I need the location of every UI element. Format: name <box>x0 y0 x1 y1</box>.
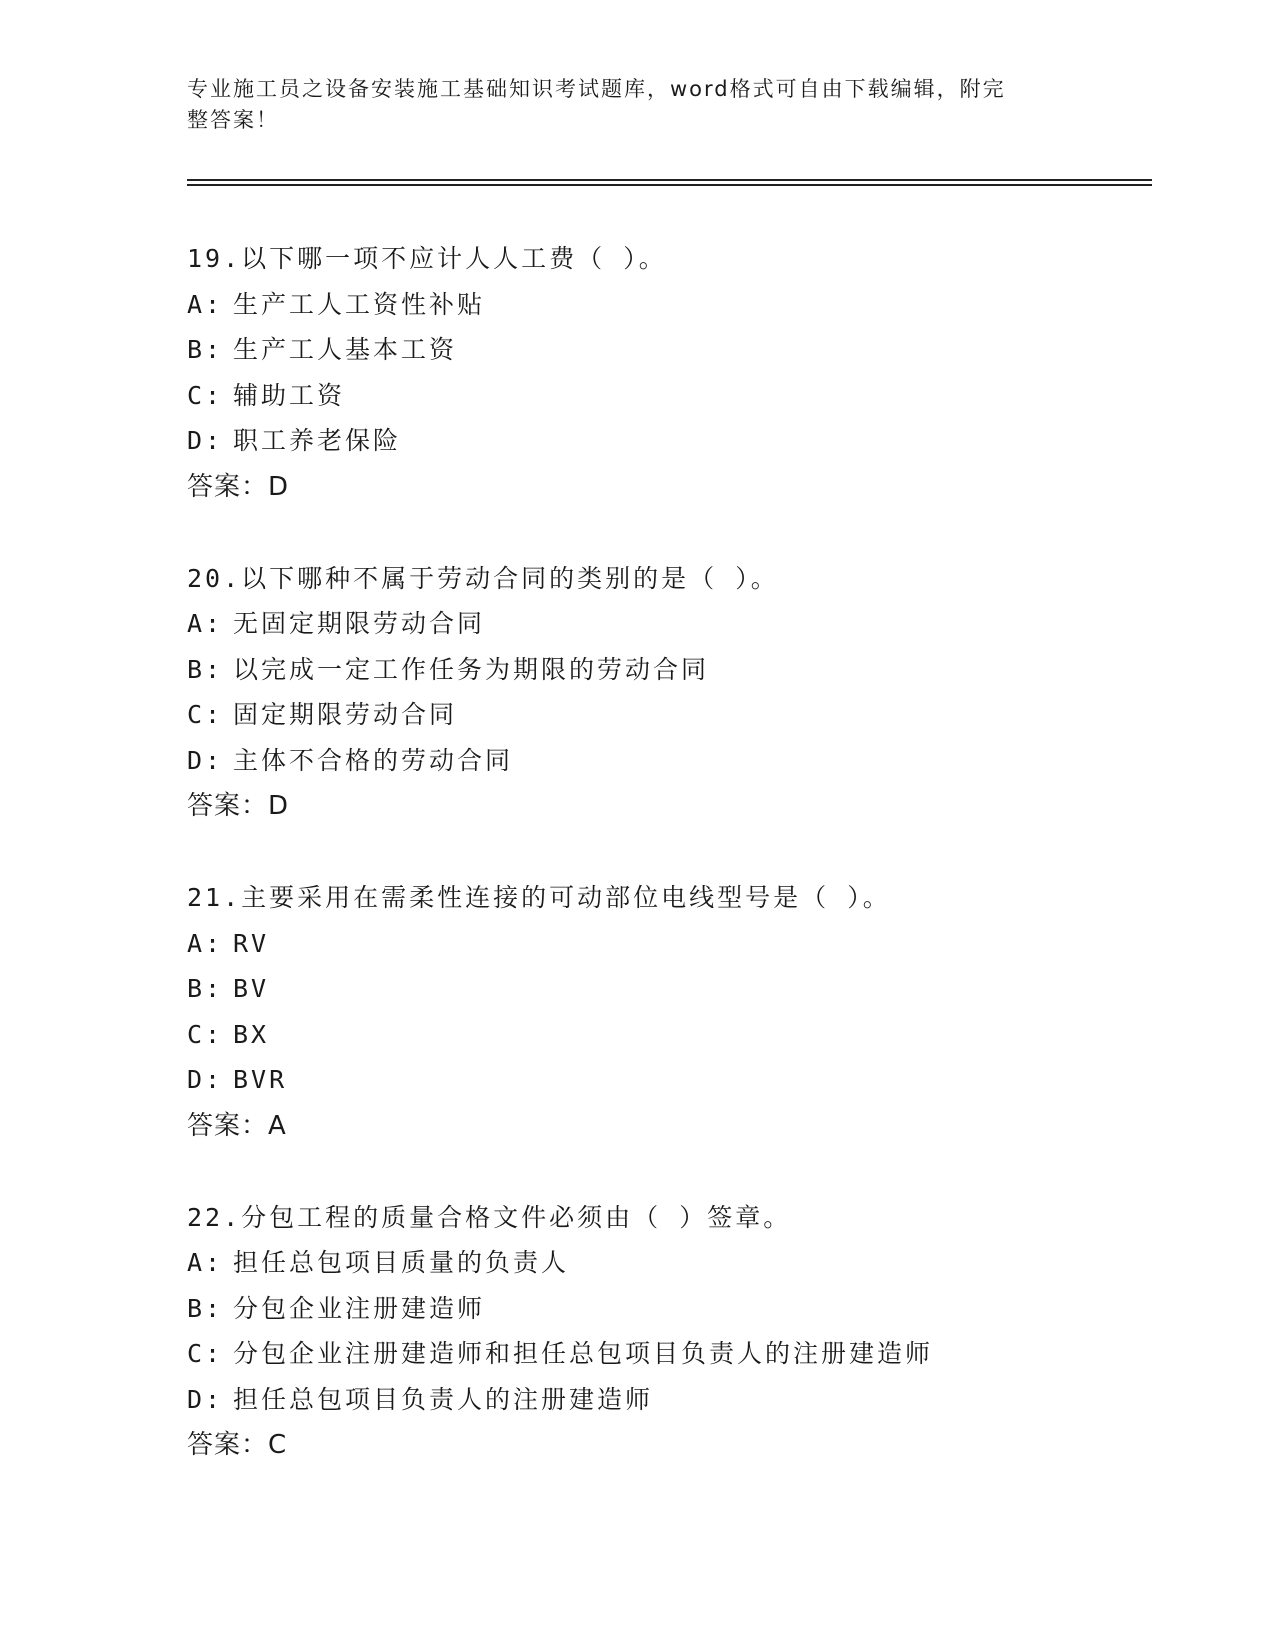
question-number: 21. <box>187 883 242 912</box>
option-d <box>187 738 1147 784</box>
option-letter: C: <box>187 380 224 410</box>
question-stem <box>187 875 1147 921</box>
option-text: BX <box>233 1019 270 1049</box>
option-c <box>187 1331 1147 1377</box>
option-letter: B: <box>187 654 224 684</box>
answer: 答案：D <box>187 791 290 821</box>
option-letter: C: <box>187 1339 224 1368</box>
option-text: RV <box>233 928 270 958</box>
option-text: 以完成一定工作任务为期限的劳动合同 <box>233 654 710 684</box>
option-text: 职工养老保险 <box>233 426 402 455</box>
option-a <box>187 921 1147 967</box>
option-letter: C: <box>187 700 224 729</box>
answer: 答案：C <box>187 1430 288 1460</box>
option-text: BVR <box>233 1065 288 1094</box>
question-stem <box>187 556 1147 602</box>
question-number: 19. <box>187 244 242 273</box>
option-letter: A: <box>187 928 224 958</box>
option-b <box>187 327 1147 373</box>
option-b <box>187 1286 1147 1332</box>
header-line-1: 专业施工员之设备安装施工基础知识考试题库，word格式可自由下载编辑，附完 <box>187 77 1006 101</box>
question-text: 主要采用在需柔性连接的可动部位电线型号是（ ）。 <box>241 883 891 912</box>
question-list <box>187 236 1147 1514</box>
question-stem <box>187 236 1147 282</box>
option-c <box>187 1012 1147 1058</box>
option-text: 固定期限劳动合同 <box>233 700 458 729</box>
option-a <box>187 1240 1147 1286</box>
question-text: 分包工程的质量合格文件必须由（ ）签章。 <box>241 1202 792 1232</box>
document-header <box>187 74 1067 136</box>
option-text: 分包企业注册建造师 <box>233 1293 486 1323</box>
option-text: 担任总包项目质量的负责人 <box>233 1248 570 1277</box>
header-divider-bottom <box>187 184 1152 186</box>
option-d <box>187 1377 1147 1423</box>
option-letter: D: <box>187 745 224 775</box>
question-text: 以下哪一项不应计人人工费（ ）。 <box>241 244 667 273</box>
question-number: 22. <box>187 1202 242 1232</box>
option-letter: D: <box>187 426 224 455</box>
answer: 答案：D <box>187 471 290 502</box>
answer: 答案：A <box>187 1110 287 1141</box>
option-letter: B: <box>187 974 224 1003</box>
option-b <box>187 647 1147 693</box>
question-21 <box>187 875 1147 1149</box>
option-letter: A: <box>187 1248 224 1277</box>
option-text: 无固定期限劳动合同 <box>233 609 486 638</box>
option-text: 担任总包项目负责人的注册建造师 <box>233 1384 654 1414</box>
option-letter: A: <box>187 609 224 638</box>
option-a <box>187 282 1147 328</box>
option-c <box>187 692 1147 738</box>
question-22 <box>187 1195 1147 1469</box>
header-line-2: 整答案！ <box>187 108 279 132</box>
question-text: 以下哪种不属于劳动合同的类别的是（ ）。 <box>241 563 779 593</box>
option-d <box>187 418 1147 464</box>
option-letter: B: <box>187 1293 224 1323</box>
option-letter: C: <box>187 1019 224 1049</box>
option-c <box>187 373 1147 419</box>
option-d <box>187 1057 1147 1103</box>
option-text: 生产工人工资性补贴 <box>233 289 486 319</box>
question-19 <box>187 236 1147 510</box>
question-stem <box>187 1195 1147 1241</box>
option-text: 分包企业注册建造师和担任总包项目负责人的注册建造师 <box>233 1339 934 1368</box>
option-text: 生产工人基本工资 <box>233 335 458 364</box>
option-text: 主体不合格的劳动合同 <box>233 745 514 775</box>
option-text: BV <box>233 974 270 1003</box>
header-divider-top <box>187 179 1152 181</box>
option-b <box>187 966 1147 1012</box>
option-letter: A: <box>187 289 224 319</box>
option-letter: B: <box>187 335 224 364</box>
option-letter: D: <box>187 1384 224 1414</box>
option-text: 辅助工资 <box>233 380 346 410</box>
question-number: 20. <box>187 563 242 593</box>
option-a <box>187 601 1147 647</box>
question-20 <box>187 556 1147 830</box>
option-letter: D: <box>187 1065 224 1094</box>
